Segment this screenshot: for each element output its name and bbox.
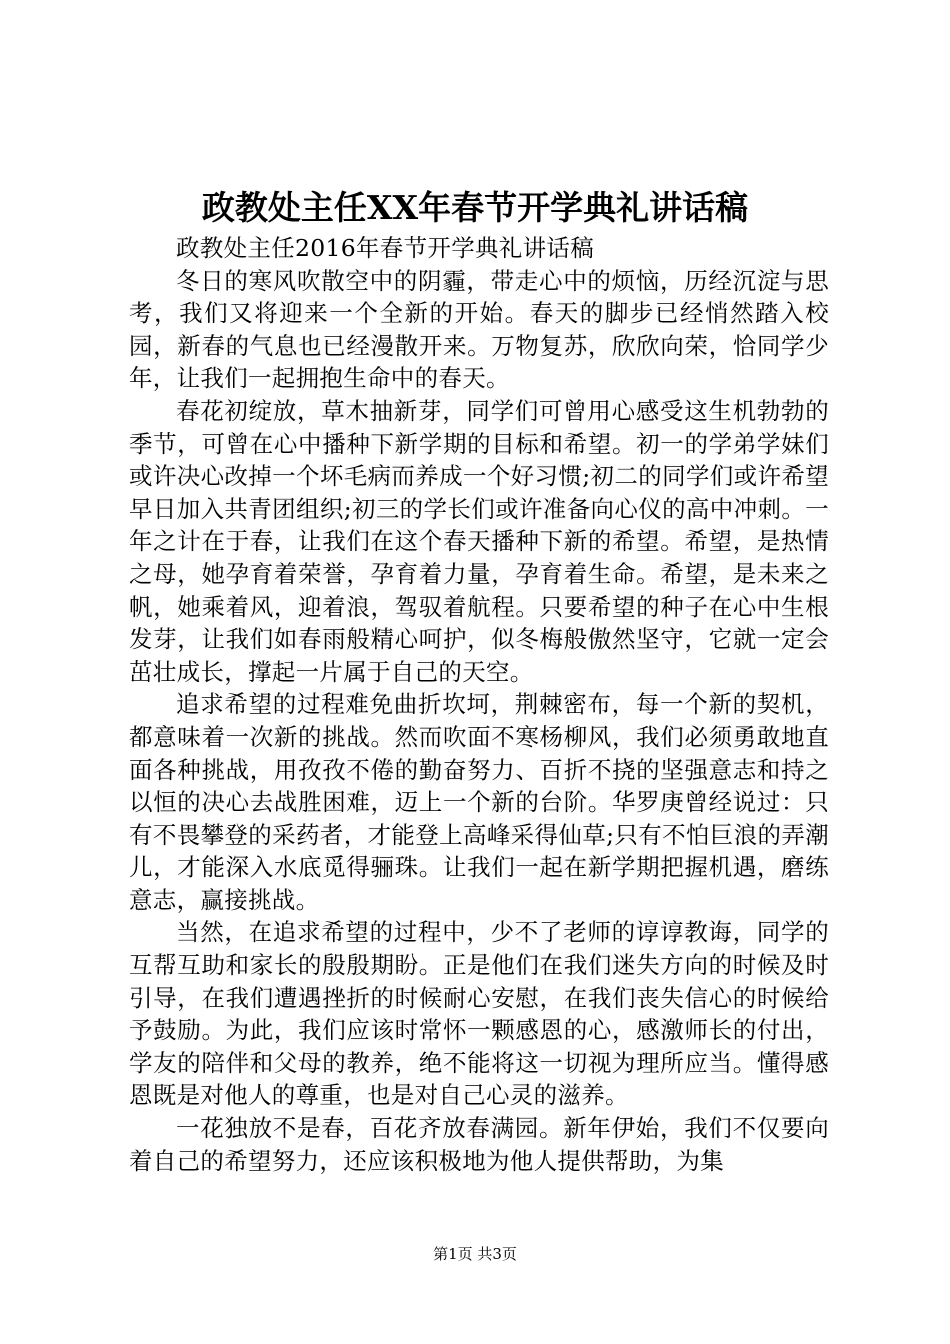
- body-paragraph: 冬日的寒风吹散空中的阴霾，带走心中的烦恼，历经沉淀与思考，我们又将迎来一个全新的开始。春天的脚步已经悄然踏入校园，新春的气息也已经漫散开来。万物复苏，欣欣向荣，恰同学少年，让我们一起拥抱生命中的春天。: [129, 266, 829, 393]
- body-paragraph: 当然，在追求希望的过程中，少不了老师的谆谆教诲，同学的互帮互助和家长的殷殷期盼。正是他们在我们迷失方向的时候及时引导，在我们遭遇挫折的时候耐心安慰，在我们丧失信心的时候给予鼓励。为此，我们应该时常怀一颗感恩的心，感激师长的付出，学友的陪伴和父母的教养，绝不能将这一切视为理所应当。懂得感恩既是对他人的尊重，也是对自己心灵的滋养。: [129, 918, 829, 1110]
- page-number-footer: 第1页 共3页: [433, 1245, 517, 1263]
- body-paragraph: 一花独放不是春，百花齐放春满园。新年伊始，我们不仅要向着自己的希望努力，还应该积极地为他人提供帮助，为集: [129, 1114, 829, 1175]
- body-paragraph: 追求希望的过程难免曲折坎坷，荆棘密布，每一个新的契机，都意味着一次新的挑战。然而吹面不寒杨柳风，我们必须勇敢地直面各种挑战，用孜孜不倦的勤奋努力、百折不挠的坚强意志和持之以恒的决心去战胜困难，迈上一个新的台阶。华罗庚曾经说过：只有不畏攀登的采药者，才能登上高峰采得仙草;只有不怕巨浪的弄潮儿，才能深入水底觅得骊珠。让我们一起在新学期把握机遇，磨练意志，赢接挑战。: [129, 690, 829, 914]
- subtitle-paragraph: 政教处主任2016年春节开学典礼讲话稿: [176, 234, 595, 262]
- document-body: [129, 232, 829, 1177]
- document-title: 政教处主任XX年春节开学典礼讲话稿: [201, 188, 749, 227]
- body-paragraph: 春花初绽放，草木抽新芽，同学们可曾用心感受这生机勃勃的季节，可曾在心中播种下新学期的目标和希望。初一的学弟学妹们或许决心改掉一个坏毛病而养成一个好习惯;初二的同学们或许希望早日加入共青团组织;初三的学长们或许准备向心仪的高中冲刺。一年之计在于春，让我们在这个春天播种下新的希望。希望，是热情之母，她孕育着荣誉，孕育着力量，孕育着生命。希望，是未来之帆，她乘着风，迎着浪，驾驭着航程。只要希望的种子在心中生根发芽，让我们如春雨般精心呵护，似冬梅般傲然坚守，它就一定会茁壮成长，撑起一片属于自己的天空。: [129, 396, 829, 686]
